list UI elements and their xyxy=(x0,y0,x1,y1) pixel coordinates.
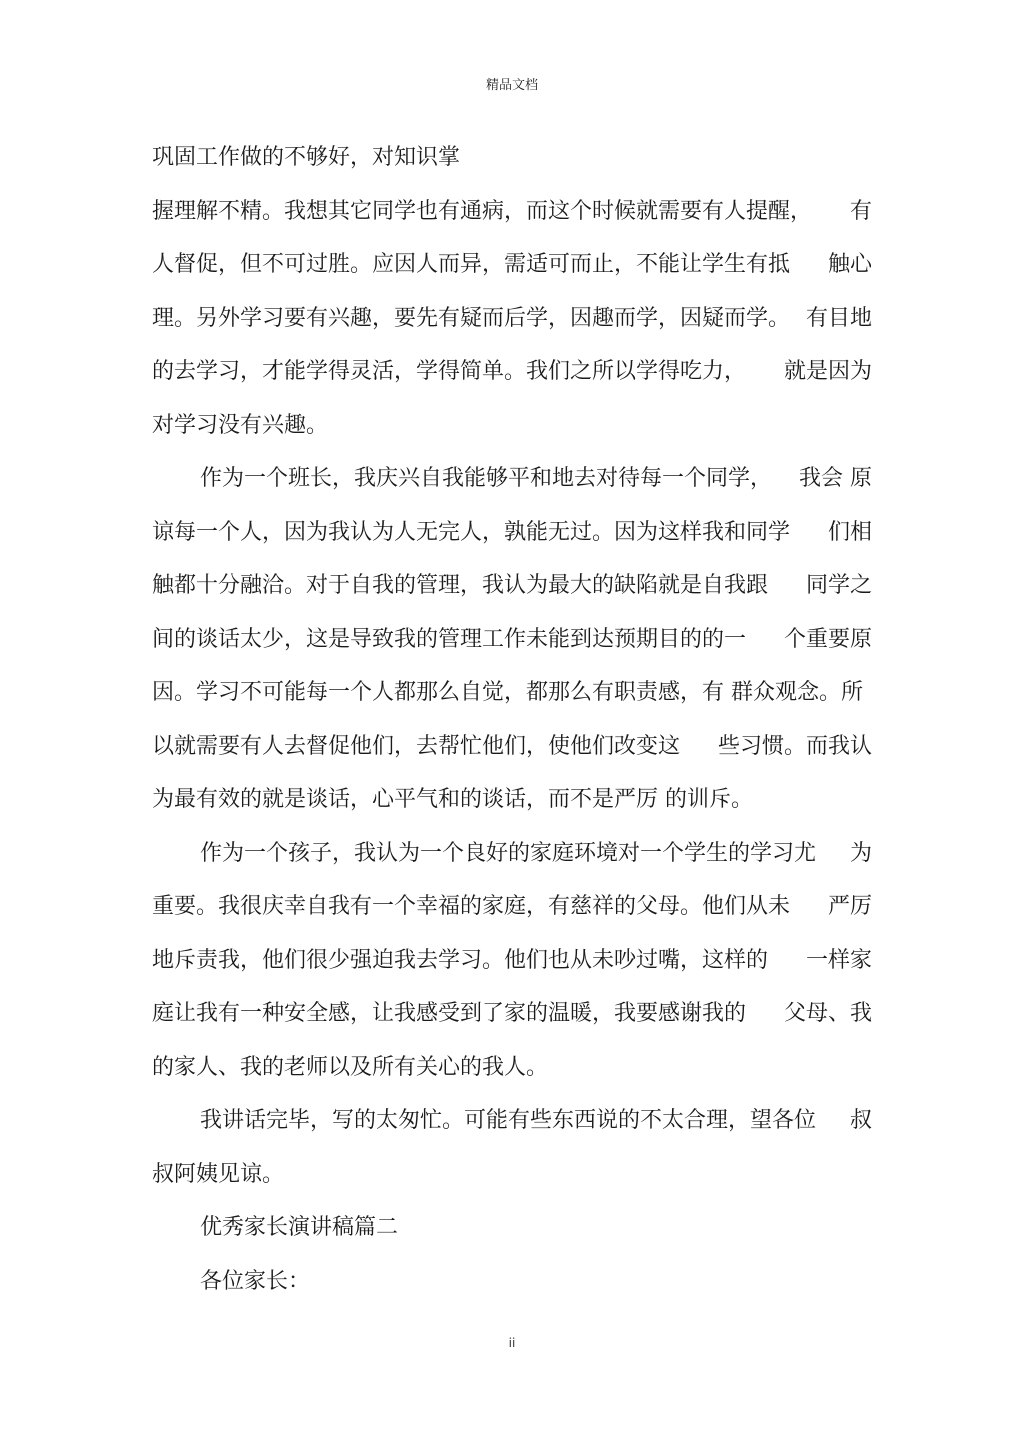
text-segment: 巩固工作做的不够好， xyxy=(152,145,373,170)
text-line xyxy=(152,996,872,1050)
document-body xyxy=(152,140,872,1317)
text-line xyxy=(152,1050,872,1104)
text-line xyxy=(152,194,872,248)
text-segment: 重要。我很庆幸自我有一个幸福的家庭，有慈祥的父母。他们从未 xyxy=(152,894,791,919)
text-segment: 些习惯。而我认 xyxy=(717,733,872,759)
section-heading xyxy=(152,1210,872,1264)
text-line xyxy=(152,943,872,997)
text-segment: 地斥责我，他们很少强迫我去学习。他们也从未吵过嘴，这样的 xyxy=(152,947,769,973)
text-line xyxy=(152,1103,872,1157)
text-segment: 们相 xyxy=(827,519,872,545)
text-line xyxy=(152,515,872,569)
text-line xyxy=(152,301,872,355)
page-header: 精品文档 xyxy=(485,78,538,93)
text-segment: 为 xyxy=(849,840,872,866)
text-line xyxy=(152,836,872,890)
text-segment: 的家人、我的老师以及所有关心的我人。 xyxy=(152,1054,549,1080)
text-segment: 父母、我 xyxy=(783,1001,872,1026)
text-line xyxy=(152,568,872,622)
text-line xyxy=(152,247,872,301)
text-line xyxy=(152,354,872,408)
text-segment: 人督促，但不可过胜。应因人而异，需适可而止，不能让学生有抵 xyxy=(152,252,791,277)
text-segment: 叔 xyxy=(849,1108,872,1133)
text-segment: 严厉 xyxy=(827,894,872,919)
text-segment: 对知识掌 xyxy=(372,145,461,170)
text-segment: 一样家 xyxy=(805,947,872,973)
text-segment: 握理解不精。我想其它同学也有通病，而这个时候就需要有人提醒， xyxy=(152,198,813,224)
text-line xyxy=(152,675,872,729)
text-line xyxy=(152,140,872,194)
text-segment: 触都十分融洽。对于自我的管理，我认为最大的缺陷就是自我跟 xyxy=(152,573,769,598)
text-line xyxy=(152,889,872,943)
text-segment: 我会 原 xyxy=(799,466,872,491)
text-line xyxy=(152,408,872,462)
text-segment: 作为一个孩子，我认为一个良好的家庭环境对一个学生的学习尤 xyxy=(200,840,817,866)
text-segment: 有 xyxy=(849,198,872,224)
text-segment: 个重要原 xyxy=(783,626,872,652)
text-segment: 作为一个班长，我庆兴自我能够平和地去对待每一个同学， xyxy=(200,466,773,491)
text-line xyxy=(152,622,872,676)
text-segment: 以就需要有人去督促他们，去帮忙他们，使他们改变这 xyxy=(152,733,681,759)
text-segment: 就是因为 xyxy=(783,359,872,384)
text-line xyxy=(152,1157,872,1211)
text-segment: 各位家长： xyxy=(200,1268,311,1294)
text-line xyxy=(152,461,872,515)
text-segment: 同学之 xyxy=(805,573,872,598)
text-line xyxy=(152,782,872,836)
text-segment: 触心 xyxy=(827,252,872,277)
text-line xyxy=(152,729,872,783)
text-segment: 我讲话完毕，写的太匆忙。可能有些东西说的不太合理，望各位 xyxy=(200,1108,817,1133)
text-segment: 因。学习不可能每一个人都那么自觉，都那么有职责感，有 群众观念。所 xyxy=(152,680,863,705)
text-segment: 间的谈话太少，这是导致我的管理工作未能到达预期目的的一 xyxy=(152,626,747,652)
text-segment: 理。另外学习要有兴趣，要先有疑而后学，因趣而学，因疑而学。 xyxy=(152,305,791,331)
text-segment: 谅每一个人，因为我认为人无完人，孰能无过。因为这样我和同学 xyxy=(152,519,791,545)
text-segment: 为最有效的就是谈话，心平气和的谈话，而不是严厉 的训斥。 xyxy=(152,787,753,812)
salutation xyxy=(152,1264,872,1318)
text-segment: 的去学习，才能学得灵活，学得简单。我们之所以学得吃力， xyxy=(152,359,747,384)
text-segment: 对学习没有兴趣。 xyxy=(152,412,329,438)
text-segment: 有目地 xyxy=(805,305,872,331)
page-number: ii xyxy=(508,1336,516,1350)
text-segment: 庭让我有一种安全感，让我感受到了家的温暖，我要感谢我的 xyxy=(152,1001,747,1026)
text-segment: 叔阿姨见谅。 xyxy=(152,1161,285,1187)
text-segment: 优秀家长演讲稿篇二 xyxy=(200,1215,399,1240)
